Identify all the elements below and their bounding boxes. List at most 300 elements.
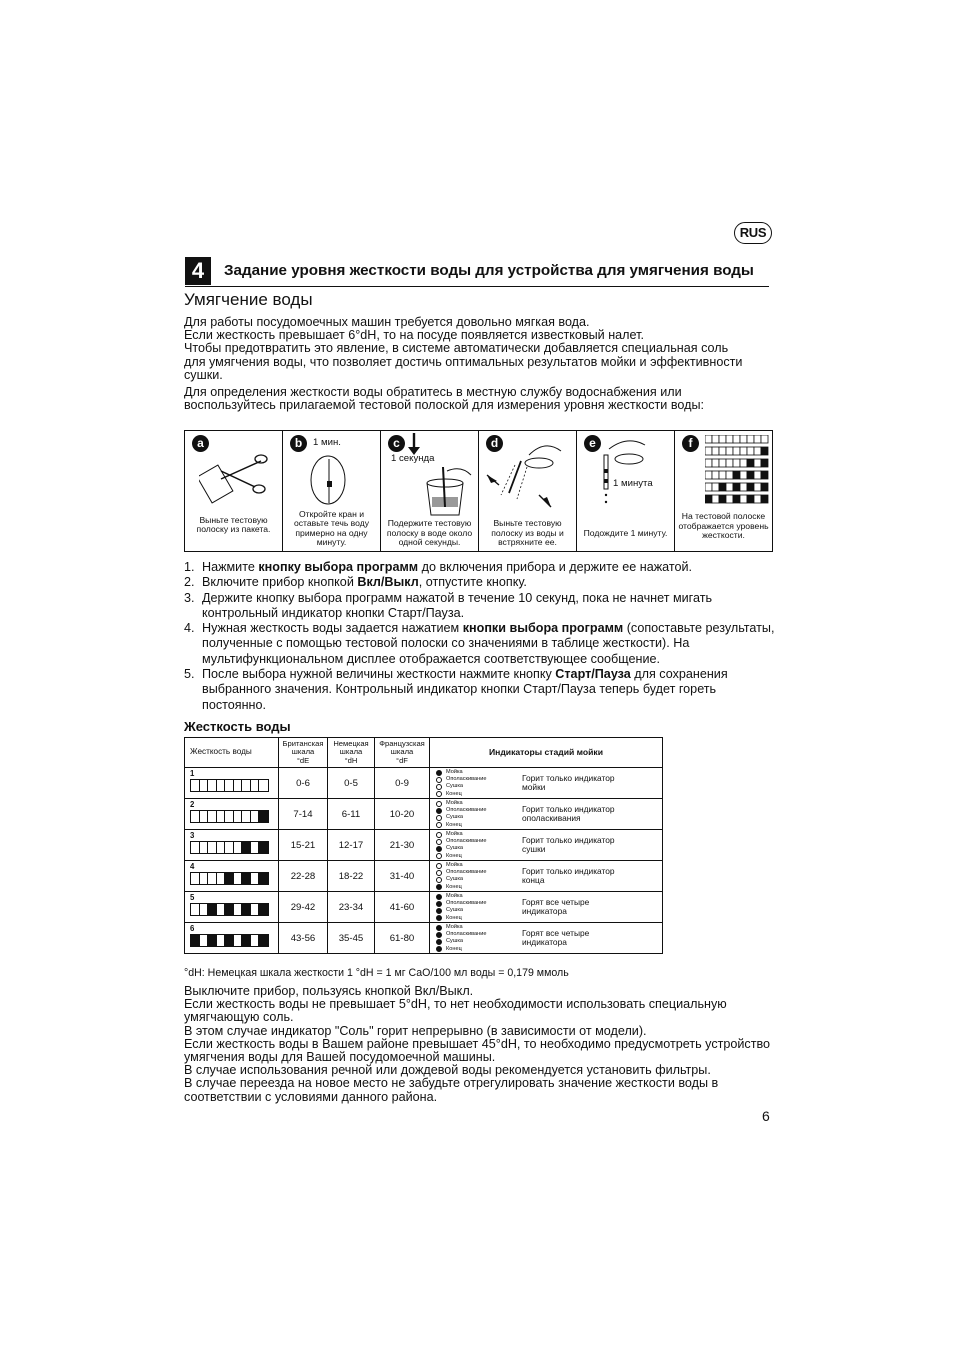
- closing-line: соответствии с условиями данного района.: [184, 1089, 438, 1104]
- strip-segment: [217, 842, 226, 853]
- stage-indicator: [436, 814, 486, 821]
- table-row: [185, 923, 663, 954]
- test-strip-steps: [184, 430, 773, 552]
- closing-paragraph: [184, 985, 774, 1104]
- value-uk: 15-21: [279, 830, 328, 861]
- result-strips-icon: [705, 435, 769, 509]
- level-cell: [185, 830, 279, 861]
- col-header-de: Немецкая шкала °dH: [328, 738, 375, 768]
- result-strip-segment: [733, 459, 740, 467]
- instruction-text: После выбора нужной величины жесткости нажмите кнопку: [202, 667, 556, 682]
- stage-indicator: [436, 862, 486, 869]
- strip-segment: [191, 811, 200, 822]
- strip-segment: [259, 904, 268, 915]
- level-strip: [190, 841, 269, 854]
- level-cell: [185, 923, 279, 954]
- section-rule: [185, 286, 769, 287]
- stage-indicator: [436, 900, 486, 907]
- indicator-description: Горят все четыре: [522, 897, 590, 907]
- value-fr: 41-60: [375, 892, 430, 923]
- shake-strip-icon: [485, 437, 571, 515]
- intro-line: сушки.: [184, 367, 223, 382]
- instruction-text: Держите кнопку выбора программ нажатой в течение 10 секунд, пока не начнет мигать: [202, 590, 713, 605]
- strip-segment: [251, 811, 260, 822]
- intro-paragraph: [184, 316, 774, 382]
- instruction-text: мультифункциональном дисплее отображается соответствующее сообщение.: [202, 651, 660, 666]
- result-strip-segment: [712, 471, 719, 479]
- wait-strip-icon: [599, 437, 667, 507]
- level-cell: [185, 861, 279, 892]
- step-caption: Подержите тестовую полоску в воде около одной секунды.: [386, 518, 473, 548]
- indicator-description: Горит только индикатор: [522, 773, 615, 783]
- strip-segment: [234, 873, 243, 884]
- strip-segment: [242, 935, 251, 946]
- result-strip-segment: [705, 495, 712, 503]
- step-c: [381, 431, 479, 551]
- strip-segment: [225, 842, 234, 853]
- instruction-text: до включения прибора и держите ее нажатой.: [418, 560, 693, 574]
- instruction-text: полученные с помощью тестовой полоски со значениями в таблице жесткости). На: [202, 636, 690, 651]
- section-number: 4: [185, 257, 211, 285]
- footnote: °dH: Немецкая шкала жесткости 1 °dH = 1 мг CaO/100 мл воды = 0,179 ммоль: [184, 967, 569, 979]
- stage-label: Мойка: [446, 924, 463, 930]
- closing-line: Если жесткость воды не превышает 5°dH, то нет необходимости использовать специальную: [184, 997, 727, 1012]
- stage-label: Сушка: [446, 876, 464, 883]
- stage-label: Мойка: [446, 893, 463, 899]
- result-strip-segment: [754, 471, 761, 479]
- closing-line: В случае использования речной или дождевой воды рекомендуется установить фильтры.: [184, 1063, 711, 1078]
- instruction-text: Нужная жесткость воды задается нажатием: [202, 621, 463, 636]
- instruction-item: [184, 560, 774, 575]
- step-e: [577, 431, 675, 551]
- indicator-off-icon: [436, 877, 442, 883]
- indicator-cell: [430, 799, 663, 830]
- level-cell: [185, 892, 279, 923]
- stage-label: Ополаскивание: [446, 900, 487, 907]
- level-number: 1: [190, 769, 195, 778]
- indicator-off-icon: [436, 832, 442, 838]
- step-caption: На тестовой полоске отображается уровень жесткости.: [678, 511, 769, 541]
- strip-segment: [191, 842, 200, 853]
- instruction-number: 3.: [184, 590, 195, 605]
- value-fr: 10-20: [375, 799, 430, 830]
- stage-label: Мойка: [446, 800, 463, 806]
- indicator-description: Горит только индикатор: [522, 804, 615, 814]
- indicator-on-icon: [436, 846, 442, 852]
- result-strip-segment: [761, 459, 768, 467]
- stage-label: Сушка: [446, 814, 464, 821]
- step-letter: f: [682, 435, 699, 452]
- instruction-text: выбранного значения. Контрольный индикатор кнопки Старт/Пауза теперь будет гореть: [202, 682, 717, 697]
- value-uk: 29-42: [279, 892, 328, 923]
- instruction-emphasis: Старт/Пауза: [555, 667, 631, 682]
- indicator-on-icon: [436, 808, 442, 814]
- indicator-description: индикатора: [522, 937, 567, 948]
- result-strip-segment: [747, 447, 754, 455]
- instruction-item: [184, 621, 774, 667]
- stage-indicator: [436, 845, 486, 852]
- result-strip-segment: [747, 435, 754, 443]
- instruction-text: для сохранения: [630, 667, 728, 682]
- strip-segment: [225, 935, 234, 946]
- result-strip-segment: [747, 459, 754, 467]
- strip-segment: [225, 904, 234, 915]
- level-number: 6: [190, 924, 195, 933]
- result-strip-segment: [754, 483, 761, 491]
- instruction-item: [184, 591, 774, 622]
- value-uk: 43-56: [279, 923, 328, 954]
- step-caption: Выньте тестовую полоску из пакета.: [196, 514, 271, 535]
- indicator-off-icon: [436, 839, 442, 845]
- result-strip-segment: [740, 459, 747, 467]
- result-strip-segment: [726, 459, 733, 467]
- instruction-number: 5.: [184, 667, 195, 682]
- stage-indicator: [436, 853, 486, 860]
- strip-segment: [191, 904, 200, 915]
- indicator-off-icon: [436, 777, 442, 783]
- instruction-number: 2.: [184, 575, 195, 590]
- instruction-item: [184, 667, 774, 713]
- level-strip: [190, 810, 269, 823]
- stage-label: Конец: [446, 790, 462, 797]
- stage-label: Ополаскивание: [446, 931, 487, 938]
- step-letter: b: [290, 435, 307, 452]
- indicator-on-icon: [436, 939, 442, 945]
- indicator-description: конца: [522, 875, 545, 886]
- strip-segment: [217, 873, 226, 884]
- result-strip-segment: [705, 435, 712, 443]
- strip-segment: [234, 935, 243, 946]
- stage-label: Сушка: [446, 845, 464, 852]
- level-number: 4: [190, 862, 195, 871]
- level-cell: [185, 799, 279, 830]
- level-number: 2: [190, 800, 195, 809]
- result-strip-segment: [733, 471, 740, 479]
- indicator-description: Горят все четыре: [522, 928, 590, 938]
- stage-indicator: [436, 791, 486, 798]
- stage-label: Мойка: [446, 831, 463, 837]
- intro-line: для умягчения воды, что позволяет достичь оптимальных результатов мойки и эффективности: [184, 354, 743, 369]
- indicator-description: мойки: [522, 782, 546, 793]
- result-strip-segment: [754, 435, 761, 443]
- strip-segment: [242, 842, 251, 853]
- stage-label: Мойка: [446, 862, 463, 868]
- strip-segment: [191, 780, 200, 791]
- indicator-on-icon: [436, 946, 442, 952]
- stage-indicator: [436, 876, 486, 883]
- step-f: [675, 431, 772, 551]
- result-strip-segment: [719, 435, 726, 443]
- strip-segment: [259, 873, 268, 884]
- instruction-text: контрольный индикатор кнопки Старт/Пауза.: [202, 605, 465, 620]
- strip-segment: [217, 935, 226, 946]
- closing-line: умягчения воды для Вашей посудомоечной машины.: [184, 1050, 496, 1065]
- value-de: 12-17: [328, 830, 375, 861]
- result-strip-segment: [733, 483, 740, 491]
- result-strip-segment: [705, 471, 712, 479]
- strip-segment: [200, 780, 209, 791]
- level-number: 3: [190, 831, 195, 840]
- indicator-cell: [430, 861, 663, 892]
- indicator-cell: [430, 768, 663, 799]
- section-title: Задание уровня жесткости воды для устройства для умягчения воды: [224, 262, 754, 279]
- result-strip-segment: [747, 495, 754, 503]
- step-caption: Подождите 1 минуту.: [583, 528, 668, 539]
- indicator-off-icon: [436, 815, 442, 821]
- stage-indicator: [436, 915, 486, 922]
- closing-line: умягчающую соль.: [184, 1010, 294, 1025]
- stage-label: Ополаскивание: [446, 776, 487, 783]
- indicator-description: индикатора: [522, 906, 567, 917]
- strip-segment: [225, 811, 234, 822]
- value-de: 0-5: [328, 768, 375, 799]
- stage-indicator: [436, 783, 486, 790]
- stage-indicator: [436, 769, 486, 776]
- value-fr: 31-40: [375, 861, 430, 892]
- value-fr: 21-30: [375, 830, 430, 861]
- result-strip-segment: [726, 495, 733, 503]
- indicator-off-icon: [436, 801, 442, 807]
- result-strip-segment: [733, 495, 740, 503]
- stage-label: Ополаскивание: [446, 838, 487, 845]
- result-strip-segment: [719, 483, 726, 491]
- test-paragraph: [184, 386, 774, 412]
- result-strip-segment: [712, 495, 719, 503]
- step-letter: e: [584, 435, 601, 452]
- test-line: воспользуйтесь прилагаемой тестовой полоской для измерения уровня жесткости воды:: [184, 398, 705, 413]
- level-strip: [190, 903, 269, 916]
- subheading: Умягчение воды: [184, 290, 313, 309]
- stage-label: Сушка: [446, 907, 464, 914]
- strip-segment: [251, 873, 260, 884]
- stage-label: Конец: [446, 821, 462, 828]
- indicator-on-icon: [436, 932, 442, 938]
- step-letter: c: [388, 435, 405, 452]
- result-strip-segment: [754, 459, 761, 467]
- result-strip-segment: [761, 435, 768, 443]
- col-header-uk: Британская шкала °dE: [279, 738, 328, 768]
- strip-segment: [191, 935, 200, 946]
- indicator-off-icon: [436, 791, 442, 797]
- result-strip-segment: [761, 483, 768, 491]
- indicator-on-icon: [436, 894, 442, 900]
- strip-segment: [191, 873, 200, 884]
- stage-label: Ополаскивание: [446, 807, 487, 814]
- result-strip-segment: [712, 447, 719, 455]
- stage-indicator: [436, 831, 486, 838]
- value-uk: 22-28: [279, 861, 328, 892]
- page-number: 6: [762, 1108, 770, 1124]
- result-strip-segment: [712, 483, 719, 491]
- stage-label: Конец: [446, 883, 462, 890]
- instruction-text: Включите прибор кнопкой: [202, 575, 358, 590]
- step-letter: a: [192, 435, 209, 452]
- step-a: [185, 431, 283, 551]
- glass-icon: [421, 463, 477, 517]
- instruction-emphasis: кнопку выбора программ: [258, 560, 419, 574]
- col-header-level: Жесткость воды: [185, 738, 279, 768]
- closing-line: В этом случае индикатор "Соль" горит непрерывно (в зависимости от модели).: [184, 1023, 647, 1038]
- strip-segment: [200, 811, 209, 822]
- strip-segment: [208, 904, 217, 915]
- strip-segment: [200, 842, 209, 853]
- indicator-on-icon: [436, 925, 442, 931]
- level-strip: [190, 872, 269, 885]
- result-strip-segment: [733, 435, 740, 443]
- strip-segment: [234, 811, 243, 822]
- language-badge: RUS: [734, 222, 772, 244]
- indicator-off-icon: [436, 863, 442, 869]
- hardness-table: [184, 737, 663, 954]
- result-strip-segment: [740, 471, 747, 479]
- strip-segment: [234, 842, 243, 853]
- indicator-cell: [430, 923, 663, 954]
- strip-segment: [242, 904, 251, 915]
- strip-segment: [225, 780, 234, 791]
- strip-segment: [251, 904, 260, 915]
- value-de: 18-22: [328, 861, 375, 892]
- strip-segment: [208, 780, 217, 791]
- stage-indicator: [436, 776, 486, 783]
- stage-indicator: [436, 946, 486, 953]
- strip-segment: [200, 873, 209, 884]
- result-strip-segment: [740, 447, 747, 455]
- step-duration: 1 секунда: [391, 453, 435, 464]
- table-row: [185, 892, 663, 923]
- stage-indicator: [436, 838, 486, 845]
- stage-indicator: [436, 931, 486, 938]
- value-fr: 0-9: [375, 768, 430, 799]
- strip-segment: [217, 904, 226, 915]
- instruction-emphasis: кнопки выбора программ: [462, 621, 624, 636]
- intro-line: Чтобы предотвратить это явление, в системе автоматически добавляется специальная соль: [184, 341, 729, 356]
- table-heading: Жесткость воды: [184, 719, 291, 734]
- result-strip-segment: [705, 447, 712, 455]
- result-strip-segment: [754, 495, 761, 503]
- indicator-cell: [430, 892, 663, 923]
- instruction-item: [184, 575, 774, 590]
- strip-segment: [234, 780, 243, 791]
- result-strip-segment: [705, 459, 712, 467]
- indicator-off-icon: [436, 822, 442, 828]
- table-row: [185, 799, 663, 830]
- indicator-off-icon: [436, 853, 442, 859]
- strip-segment: [217, 780, 226, 791]
- stage-label: Мойка: [446, 769, 463, 775]
- strip-segment: [208, 842, 217, 853]
- col-header-fr: Французская шкала °dF: [375, 738, 430, 768]
- indicator-on-icon: [436, 908, 442, 914]
- result-strip-segment: [705, 483, 712, 491]
- result-strip-segment: [726, 435, 733, 443]
- strip-segment: [251, 842, 260, 853]
- stage-label: Сушка: [446, 938, 464, 945]
- closing-line: В случае переезда на новое место не забудьте отрегулировать значение жесткости воды в: [184, 1076, 719, 1091]
- strip-segment: [200, 904, 209, 915]
- closing-line: Выключите прибор, пользуясь кнопкой Вкл/Выкл.: [184, 984, 474, 998]
- level-number: 5: [190, 893, 195, 902]
- value-fr: 61-80: [375, 923, 430, 954]
- indicator-description: Горит только индикатор: [522, 866, 615, 876]
- result-strip-segment: [761, 495, 768, 503]
- stage-indicator: [436, 938, 486, 945]
- scissors-icon: [199, 449, 269, 504]
- level-strip: [190, 779, 269, 792]
- test-line: Для определения жесткости воды обратитесь в местную службу водоснабжения или: [184, 385, 682, 399]
- strip-segment: [242, 811, 251, 822]
- result-strip-segment: [712, 435, 719, 443]
- result-strip-segment: [754, 447, 761, 455]
- step-letter: d: [486, 435, 503, 452]
- intro-line: Если жесткость превышает 6°dH, то на посуде появляется известковый налет.: [184, 328, 644, 343]
- indicator-off-icon: [436, 784, 442, 790]
- faucet-icon: [303, 453, 353, 511]
- indicator-on-icon: [436, 901, 442, 907]
- result-strip-segment: [761, 447, 768, 455]
- step-caption: Откройте кран и оставьте течь воду примерно на одну минуту.: [293, 508, 370, 548]
- result-strip-segment: [726, 471, 733, 479]
- indicator-cell: [430, 830, 663, 861]
- strip-segment: [259, 811, 268, 822]
- strip-segment: [242, 873, 251, 884]
- value-uk: 0-6: [279, 768, 328, 799]
- instruction-text: постоянно.: [202, 697, 266, 712]
- indicator-description: сушки: [522, 844, 546, 855]
- result-strip-segment: [712, 459, 719, 467]
- result-strip-segment: [761, 471, 768, 479]
- stage-label: Конец: [446, 945, 462, 952]
- stage-indicator: [436, 869, 486, 876]
- closing-line: Если жесткость воды в Вашем районе превышает 45°dH, то необходимо предусмотреть устройство: [184, 1036, 771, 1051]
- instruction-text: , отпустите кнопку.: [418, 575, 527, 590]
- level-cell: [185, 768, 279, 799]
- step-duration: 1 минута: [613, 478, 653, 489]
- strip-segment: [242, 780, 251, 791]
- strip-segment: [200, 935, 209, 946]
- result-strip-segment: [740, 483, 747, 491]
- stage-indicator: [436, 884, 486, 891]
- result-strip-segment: [747, 483, 754, 491]
- value-de: 23-34: [328, 892, 375, 923]
- indicator-off-icon: [436, 870, 442, 876]
- strip-segment: [217, 811, 226, 822]
- stage-label: Сушка: [446, 783, 464, 790]
- stage-label: Ополаскивание: [446, 869, 487, 876]
- indicator-description: ополаскивания: [522, 813, 581, 824]
- stage-indicator: [436, 807, 486, 814]
- indicator-on-icon: [436, 770, 442, 776]
- result-strip-segment: [719, 459, 726, 467]
- table-row: [185, 830, 663, 861]
- strip-segment: [259, 935, 268, 946]
- value-de: 35-45: [328, 923, 375, 954]
- instruction-text: (сопоставьте результаты,: [623, 621, 775, 636]
- stage-indicator: [436, 907, 486, 914]
- instruction-list: [184, 560, 774, 713]
- result-strip-segment: [747, 471, 754, 479]
- indicator-on-icon: [436, 884, 442, 890]
- result-strip-segment: [719, 495, 726, 503]
- indicator-on-icon: [436, 915, 442, 921]
- result-strip-segment: [740, 495, 747, 503]
- strip-segment: [208, 935, 217, 946]
- strip-segment: [251, 935, 260, 946]
- result-strip-segment: [726, 483, 733, 491]
- strip-segment: [225, 873, 234, 884]
- instruction-emphasis: Вкл/Выкл: [357, 575, 419, 590]
- step-d: [479, 431, 577, 551]
- stage-label: Конец: [446, 852, 462, 859]
